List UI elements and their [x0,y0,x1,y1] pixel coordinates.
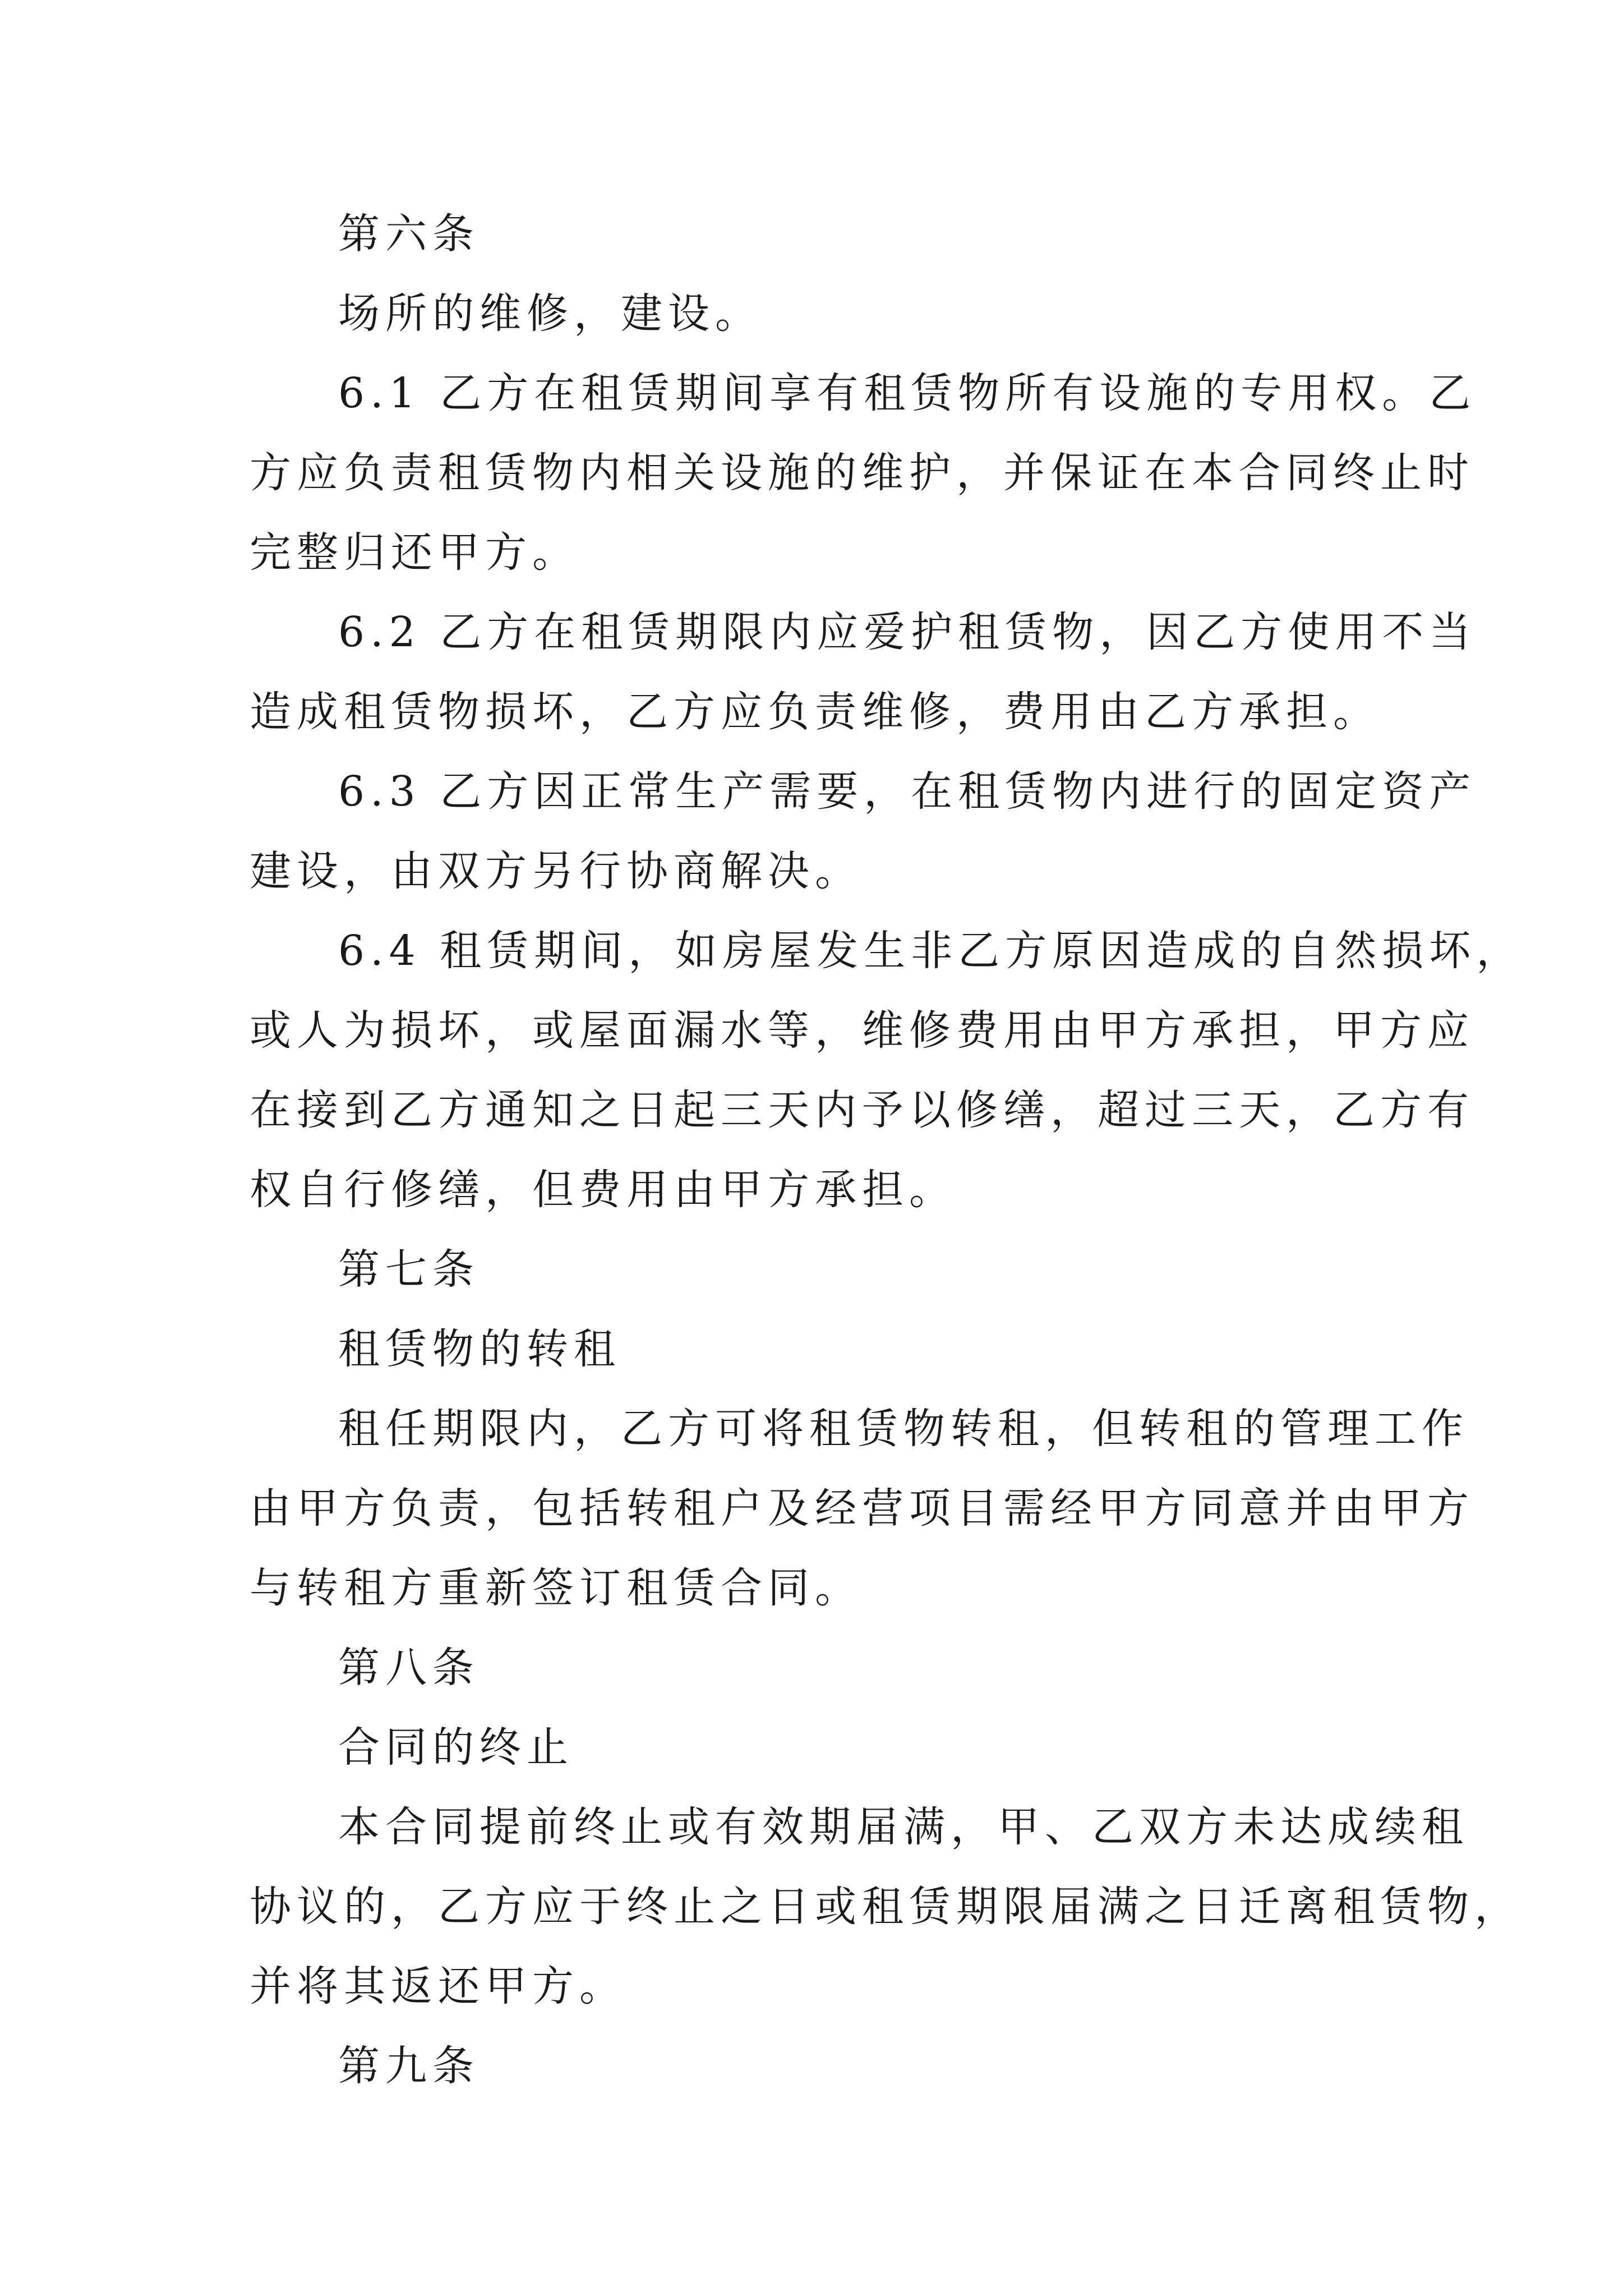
paragraph-line: 方应负责租赁物内相关设施的维护，并保证在本合同终止时 [250,449,1474,497]
article-heading: 第九条 [338,2042,479,2090]
paragraph-line: 完整归还甲方。 [250,528,579,577]
paragraph-line: 或人为损坏，或屋面漏水等，维修费用由甲方承担，甲方应 [250,1006,1474,1055]
paragraph-line: 并将其返还甲方。 [250,1962,626,2010]
paragraph-line: 6.2 乙方在租赁期限内应爱护租赁物，因乙方使用不当 [338,608,1477,656]
paragraph-line: 由甲方负责，包括转租户及经营项目需经甲方同意并由甲方 [250,1484,1474,1533]
article-heading: 第七条 [338,1245,479,1294]
article-heading: 第八条 [338,1644,479,1692]
document-body [250,210,1524,2125]
article-subheading: 合同的终止 [338,1723,574,1772]
paragraph-line: 建设，由双方另行协商解决。 [250,847,862,895]
paragraph-line: 本合同提前终止或有效期届满，甲、乙双方未达成续租 [338,1803,1469,1851]
paragraph-line: 6.4 租赁期间，如房屋发生非乙方原因造成的自然损坏， [338,927,1524,975]
paragraph-line: 造成租赁物损坏，乙方应负责维修，费用由乙方承担。 [250,688,1380,736]
article-heading: 第六条 [338,210,479,258]
paragraph-line: 6.1 乙方在租赁期间享有租赁物所有设施的专用权。乙 [338,369,1477,417]
article-subheading: 场所的维修，建设。 [338,289,762,338]
paragraph-line: 协议的，乙方应于终止之日或租赁期限届满之日迁离租赁物， [250,1883,1521,1931]
paragraph-line: 在接到乙方通知之日起三天内予以修缮，超过三天，乙方有 [250,1086,1474,1134]
article-subheading: 租赁物的转租 [338,1325,621,1373]
paragraph-line: 租任期限内，乙方可将租赁物转租，但转租的管理工作 [338,1405,1469,1453]
paragraph-line: 与转租方重新签订租赁合同。 [250,1564,862,1612]
paragraph-line: 权自行修缮，但费用由甲方承担。 [250,1166,956,1214]
paragraph-line: 6.3 乙方因正常生产需要，在租赁物内进行的固定资产 [338,767,1477,816]
